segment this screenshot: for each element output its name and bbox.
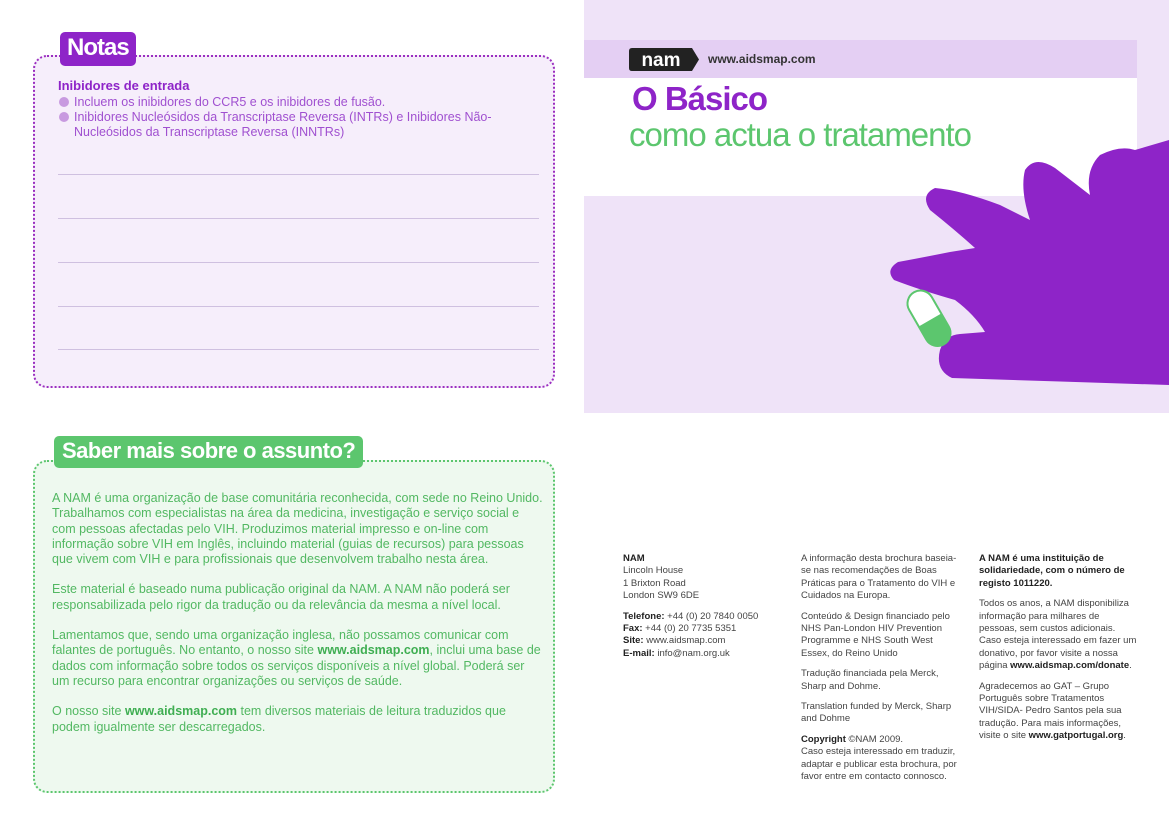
saber-mais-text bbox=[52, 491, 544, 750]
org-name: NAM bbox=[623, 553, 645, 564]
email-link[interactable]: info@nam.org.uk bbox=[654, 647, 730, 659]
hand-holding-pill-illustration bbox=[880, 140, 1169, 385]
copyright-notice: Copyright ©NAM 2009. Caso esteja interessado em traduzir, adaptar e publicar esta brochura, por favor entre em contacto connosco. bbox=[801, 733, 957, 783]
saber-paragraph: Este material é baseado numa publicação original da NAM. A NAM não poderá ser responsabilizada pelo rigor da tradução ou da relevância da mesma a nível local. bbox=[52, 582, 510, 612]
svg-text:nam: nam bbox=[641, 50, 681, 71]
note-line bbox=[58, 218, 539, 219]
cover-subtitle: como actua o tratamento bbox=[629, 116, 972, 153]
info-column: A informação desta brochura baseia-se nas recomendações de Boas Práticas para o Tratamento do VIH e Cuidados na Europa. Conteúdo & Design financiado pelo NHS Pan-London HIV Prevention Programme e NHS South West Essex, do Reino Unido Tradução financiada pela Merck, Sharp and Dohme. Translation funded by Merck, Sharp and Dohme Copyright ©NAM 2009. Caso esteja interessado em traduzir, adaptar e publicar esta brochura, por favor entre em contacto connosco. bbox=[801, 553, 961, 792]
notas-bullet-list bbox=[58, 95, 508, 140]
bullet-dot-icon bbox=[59, 112, 69, 122]
nam-logo bbox=[628, 47, 700, 72]
note-line bbox=[58, 262, 539, 263]
saber-paragraph: O nosso site www.aidsmap.com tem diversos materiais de leitura traduzidos que podem igualmente ser descarregados. bbox=[52, 704, 506, 734]
notas-tab-label: Notas bbox=[60, 32, 136, 66]
contact-column: NAM Lincoln House 1 Brixton Road London SW9 6DE Telefone: +44 (0) 20 7840 0050 Fax: +44 (0) 20 7735 5351 Site: www.aidsmap.com E-mail: info@nam.org.uk bbox=[623, 553, 759, 659]
list-item: Inibidores Nucleósidos da Transcriptase Reversa (INTRs) e Inibidores Não-Nucleósidos da Transcriptase Reversa (INNTRs) bbox=[58, 110, 508, 140]
saber-paragraph: Lamentamos que, sendo uma organização inglesa, não possamos comunicar com falantes de português. No entanto, o nosso site www.aidsmap.com, inclui uma base de dados com informação sobre todos os serviços disponíveis a nível global. Poderá ser um recurso para encontrar organizações ou serviços de saúde. bbox=[52, 628, 541, 688]
gat-link[interactable]: www.gatportugal.org bbox=[1028, 730, 1124, 742]
notas-heading: Inibidores de entrada bbox=[58, 78, 190, 93]
aidsmap-link[interactable]: www.aidsmap.com bbox=[317, 643, 430, 658]
saber-mais-tab-label: Saber mais sobre o assunto? bbox=[54, 436, 363, 468]
note-line bbox=[58, 306, 539, 307]
saber-paragraph: A NAM é uma organização de base comunitária reconhecida, com sede no Reino Unido. Trabalhamos com especialistas na área da medicina, investigação e serviço social e com pessoas afectadas pelo VIH. Produzimos material impresso e on-line com informação sobre VIH em Inglês, incluindo material (guias de recursos) para pessoas que vivem com VIH e para profissionais que desenvolvem trabalho nesta área. bbox=[52, 491, 543, 567]
charity-column: A NAM é uma instituição de solidariedade, com o número de registo 1011220. Todos os anos, a NAM disponibiliza informação para milhares de pessoas, sem custos adicionais. Caso esteja interessado em fazer um donativo, por favor visite a nossa página www.aidsmap.com/donate. Agradecemos ao GAT – Grupo Português sobre Tratamentos VIH/SIDA- Pedro Santos pela sua tradução. Para mais informações, visite o site www.gatportugal.org. bbox=[979, 553, 1137, 742]
aidsmap-link[interactable]: www.aidsmap.com bbox=[124, 704, 238, 719]
fax-number: +44 (0) 20 7735 5351 bbox=[642, 623, 737, 635]
nam-url[interactable]: www.aidsmap.com bbox=[708, 52, 816, 66]
list-item: Incluem os inibidores do CCR5 e os inibidores de fusão. bbox=[58, 95, 508, 110]
cover-title: O Básico bbox=[632, 80, 768, 117]
phone-number: +44 (0) 20 7840 0050 bbox=[664, 610, 759, 622]
note-line bbox=[58, 174, 539, 175]
donate-link[interactable]: www.aidsmap.com/donate bbox=[1010, 660, 1130, 672]
bullet-dot-icon bbox=[59, 97, 69, 107]
site-link[interactable]: www.aidsmap.com bbox=[643, 635, 726, 647]
note-line bbox=[58, 349, 539, 350]
